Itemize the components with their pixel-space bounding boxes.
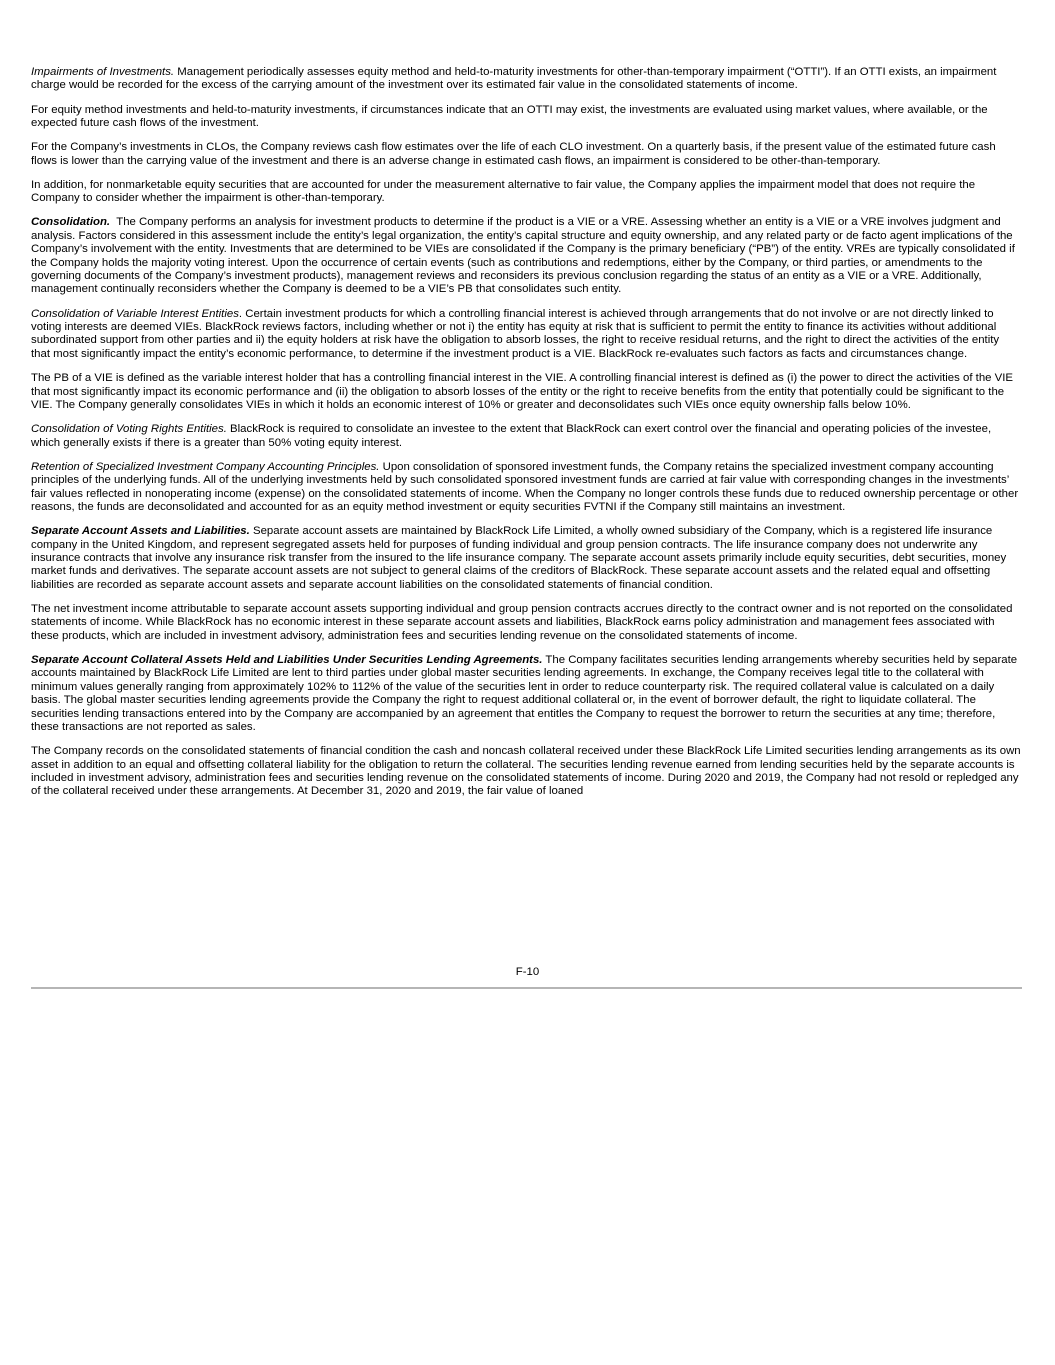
paragraph-consolidation-vre — [31, 423, 1021, 450]
paragraph-impairments — [31, 66, 1021, 93]
document-body — [31, 66, 1021, 810]
paragraph-text: BlackRock is required to consolidate an investee to the extent that BlackRock can exert control over the financial and operating policies of the investee, which generally exists if there is a greater than 50% voting equity interest. — [31, 423, 992, 449]
paragraph-lead: Separate Account Collateral Assets Held and Liabilities Under Securities Lending Agreements. — [31, 653, 543, 666]
paragraph-equity-method-otti — [31, 104, 1021, 131]
paragraph-text: The net investment income attributable to separate account assets supporting individual and group pension contracts accrues directly to the contract owner and is not reported on the consolidated statements of income. While BlackRock has no economic interest in these separate account assets and liabilities, BlackRock earns policy administration and management fees associated with these products, which are included in investment advisory, administration fees and securities lending revenue on the consolidated statements of income. — [31, 602, 1013, 642]
paragraph-pb-definition — [31, 372, 1021, 412]
footer-divider — [31, 987, 1022, 989]
paragraph-text: Separate account assets are maintained by BlackRock Life Limited, a wholly owned subsidiary of the Company, which is a registered life insurance company in the United Kingdom, and represent segregated assets held for purposes of funding individual and group pension contracts. The life insurance company does not underwrite any insurance contracts that involve any insurance risk transfer from the insured to the life insurance company. The separate account assets primarily include equity securities, debt securities, money market funds and derivatives. The separate account assets are not subject to general claims of the creditors of BlackRock. These separate account assets and the related equal and offsetting liabilities are recorded as separate account assets and separate account liabilities on the consolidated statements of financial condition. — [31, 525, 1007, 591]
paragraph-text: In addition, for nonmarketable equity securities that are accounted for under the measurement alternative to fair value, the Company applies the impairment model that does not require the Company to consider whether the impairment is other-than-temporary. — [31, 178, 976, 205]
paragraph-lead: Consolidation of Variable Interest Entities — [31, 307, 239, 320]
paragraph-consolidation-vie — [31, 308, 1021, 362]
paragraph-text: Upon consolidation of sponsored investment funds, the Company retains the specialized investment company accounting principles of the underlying funds. All of the underlying investments held by such consolidated sponsored investment funds are carried at fair value with corresponding changes in the investments’ fair values reflected in nonoperating income (expense) on the consolidated statements of income. When the Company no longer controls these funds due to reduced ownership percentage or other reasons, the funds are deconsolidated and accounted for as an equity method investment or equity securities FVTNI if the Company still maintains an investment. — [31, 460, 1019, 513]
paragraph-net-investment-income — [31, 603, 1021, 643]
paragraph-text: The PB of a VIE is defined as the variable interest holder that has a controlling financial interest in the VIE. A controlling financial interest is defined as (i) the power to direct the activities of the VIE that most significantly impact its economic performance and (ii) the obligation to absorb losses of the entity or the right to receive benefits from the entity that potentially could be significant to the VIE. The Company generally consolidates VIEs in which it holds an economic interest of 10% or greater and deconsolidates such VIEs once equity ownership falls below 10%. — [31, 372, 1014, 411]
paragraph-text: For the Company’s investments in CLOs, the Company reviews cash flow estimates over the life of each CLO investment. On a quarterly basis, if the present value of the estimated future cash flows is lower than the carrying value of the investment and there is an adverse change in estimated cash flows, an impairment is considered to be other-than-temporary. — [31, 141, 996, 167]
paragraph-text: . Certain investment products for which a controlling financial interest is achieved through arrangements that do not involve or are not directly linked to voting interests are deemed VIEs. BlackRock reviews factors, including whether or not i) the entity has equity at risk that is sufficient to permit the entity to finance its activities without additional subordinated support from other parties and ii) the equity holders at risk have the obligation to absorb losses, the right to receive residual returns, and the right to direct the activities of the entity that most significantly impact the entity’s economic performance, to determine if the investment product is a VIE. BlackRock re-evaluates such factors as facts and circumstances change. — [31, 307, 1000, 360]
paragraph-text: The Company facilitates securities lending arrangements whereby securities held by separate accounts maintained by BlackRock Life Limited are lent to third parties under global master securities lending agreements. In exchange, the Company receives legal title to the collateral with minimum values generally ranging from approximately 102% to 112% of the value of the securities lent in order to reduce counterparty risk. The required collateral value is calculated on a daily basis. The global master securities lending agreements provide the Company the right to request additional collateral or, in the event of borrower default, the right to liquidate collateral. The securities lending transactions entered into by the Company are accompanied by an agreement that entitles the Company to request the borrower to return the securities at any time; therefore, these transactions are not reported as sales. — [31, 653, 1018, 734]
paragraph-separate-account — [31, 525, 1021, 592]
paragraph-lead: Impairments of Investments. — [31, 66, 175, 78]
paragraph-consolidation — [31, 216, 1021, 296]
paragraph-text: Management periodically assesses equity method and held-to-maturity investments for other-than-temporary impairment (“OTTI”). If an OTTI exists, an impairment charge would be recorded for the excess of the carrying amount of the investment over its estimated fair value in the consolidated statements of income. — [31, 66, 997, 92]
paragraph-securities-lending — [31, 654, 1021, 734]
paragraph-collateral-records — [31, 745, 1021, 799]
paragraph-nonmarketable-equity — [31, 179, 1021, 206]
paragraph-text: The Company records on the consolidated statements of financial condition the cash and noncash collateral received under these BlackRock Life Limited securities lending arrangements as its own asset in addition to an equal and offsetting collateral liability for the obligation to return the collateral. The securities lending revenue earned from lending securities held by the separate accounts is included in investment advisory, administration fees and securities lending revenue on the consolidated statements of income. During 2020 and 2019, the Company had not resold or repledged any of the collateral received under these arrangements. At December 31, 2020 and 2019, the fair value of loaned — [31, 745, 1021, 798]
paragraph-lead: Consolidation. — [31, 216, 111, 229]
paragraph-retention-accounting — [31, 461, 1021, 515]
paragraph-lead: Retention of Specialized Investment Company Accounting Principles. — [31, 460, 380, 473]
paragraph-text: The Company performs an analysis for investment products to determine if the product is a VIE or a VRE. Assessing whether an entity is a VIE or a VRE involves judgment and analysis. Factors considered in this assessment include the entity’s legal organization, the entity’s capital structure and equity ownership, and any related party or de facto agent implications of the Company’s involvement with the entity. Investments that are determined to be VIEs are consolidated if the Company is the primary beneficiary (“PB”) of the entity. VREs are typically consolidated if the Company holds the majority voting interest. Upon the occurrence of certain events (such as contributions and redemptions, either by the Company, or third parties, or amendments to the governing documents of the Company’s investment products), management reviews and reconsiders its previous conclusion regarding the status of an entity as a VIE or a VRE. Additionally, management continually reconsiders whether the Company is deemed to be a VIE’s PB that consolidates such entity. — [31, 216, 1019, 296]
page-number: F-10 — [515, 966, 540, 978]
paragraph-lead: Separate Account Assets and Liabilities. — [31, 525, 250, 538]
paragraph-clo-investments — [31, 141, 1021, 168]
paragraph-text: For equity method investments and held-to-maturity investments, if circumstances indicate that an OTTI may exist, the investments are evaluated using market values, where available, or the expected future cash flows of the investment. — [31, 103, 988, 130]
paragraph-lead: Consolidation of Voting Rights Entities. — [31, 423, 227, 436]
